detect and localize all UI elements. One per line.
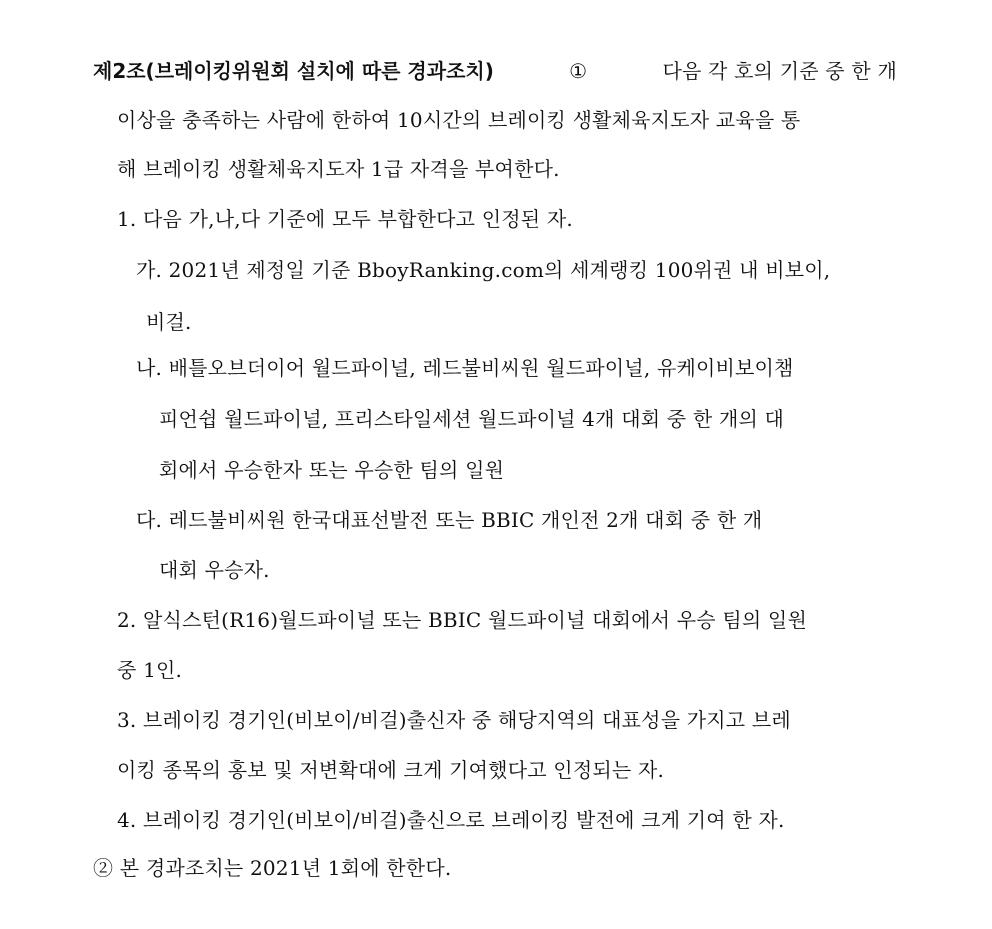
item2-line1: 2. 알식스턴(R16)월드파이널 또는 BBIC 월드파이널 대회에서 우승 팀의 일원 bbox=[117, 608, 807, 632]
paragraph1-line1-rest: 다음 각 호의 기준 중 한 개 bbox=[662, 59, 897, 83]
paragraph1-line3: 해 브레이킹 생활체육지도자 1급 자격을 부여한다. bbox=[117, 157, 560, 181]
item1-text: 1. 다음 가,나,다 기준에 모두 부합한다고 인정된 자. bbox=[117, 207, 573, 231]
paragraph1-mark: ① bbox=[569, 59, 588, 83]
article-heading-line bbox=[93, 58, 897, 84]
item1-sub-ga-line2: 비걸. bbox=[146, 310, 192, 334]
item3-line2: 이킹 종목의 홍보 및 저변확대에 크게 기여했다고 인정되는 자. bbox=[117, 758, 665, 782]
article-title: 제2조(브레이킹위원회 설치에 따른 경과조치) bbox=[93, 59, 494, 83]
item2-line2: 중 1인. bbox=[117, 658, 183, 682]
item1-sub-da-line2: 대회 우승자. bbox=[159, 558, 270, 582]
item1-sub-ga-line1: 가. 2021년 제정일 기준 BboyRanking.com의 세계랭킹 100위권 내 비보이, bbox=[136, 258, 831, 282]
item4-line1: 4. 브레이킹 경기인(비보이/비걸)출신으로 브레이킹 발전에 크게 기여 한 자. bbox=[117, 808, 785, 832]
item3-line1: 3. 브레이킹 경기인(비보이/비걸)출신자 중 해당지역의 대표성을 가지고 브레 bbox=[117, 708, 791, 732]
item1-sub-na-line1: 나. 배틀오브더이어 월드파이널, 레드불비씨원 월드파이널, 유케이비보이챔 bbox=[136, 356, 794, 380]
paragraph1-line2: 이상을 충족하는 사람에 한하여 10시간의 브레이킹 생활체육지도자 교육을 통 bbox=[117, 108, 801, 132]
item1-sub-na-line3: 회에서 우승한자 또는 우승한 팀의 일원 bbox=[159, 458, 505, 482]
item1-sub-na-line2: 피언쉽 월드파이널, 프리스타일세션 월드파이널 4개 대회 중 한 개의 대 bbox=[159, 407, 785, 431]
paragraph2-line1: ② 본 경과조치는 2021년 1회에 한한다. bbox=[93, 856, 452, 880]
item1-sub-da-line1: 다. 레드불비씨원 한국대표선발전 또는 BBIC 개인전 2개 대회 중 한 개 bbox=[136, 508, 763, 532]
